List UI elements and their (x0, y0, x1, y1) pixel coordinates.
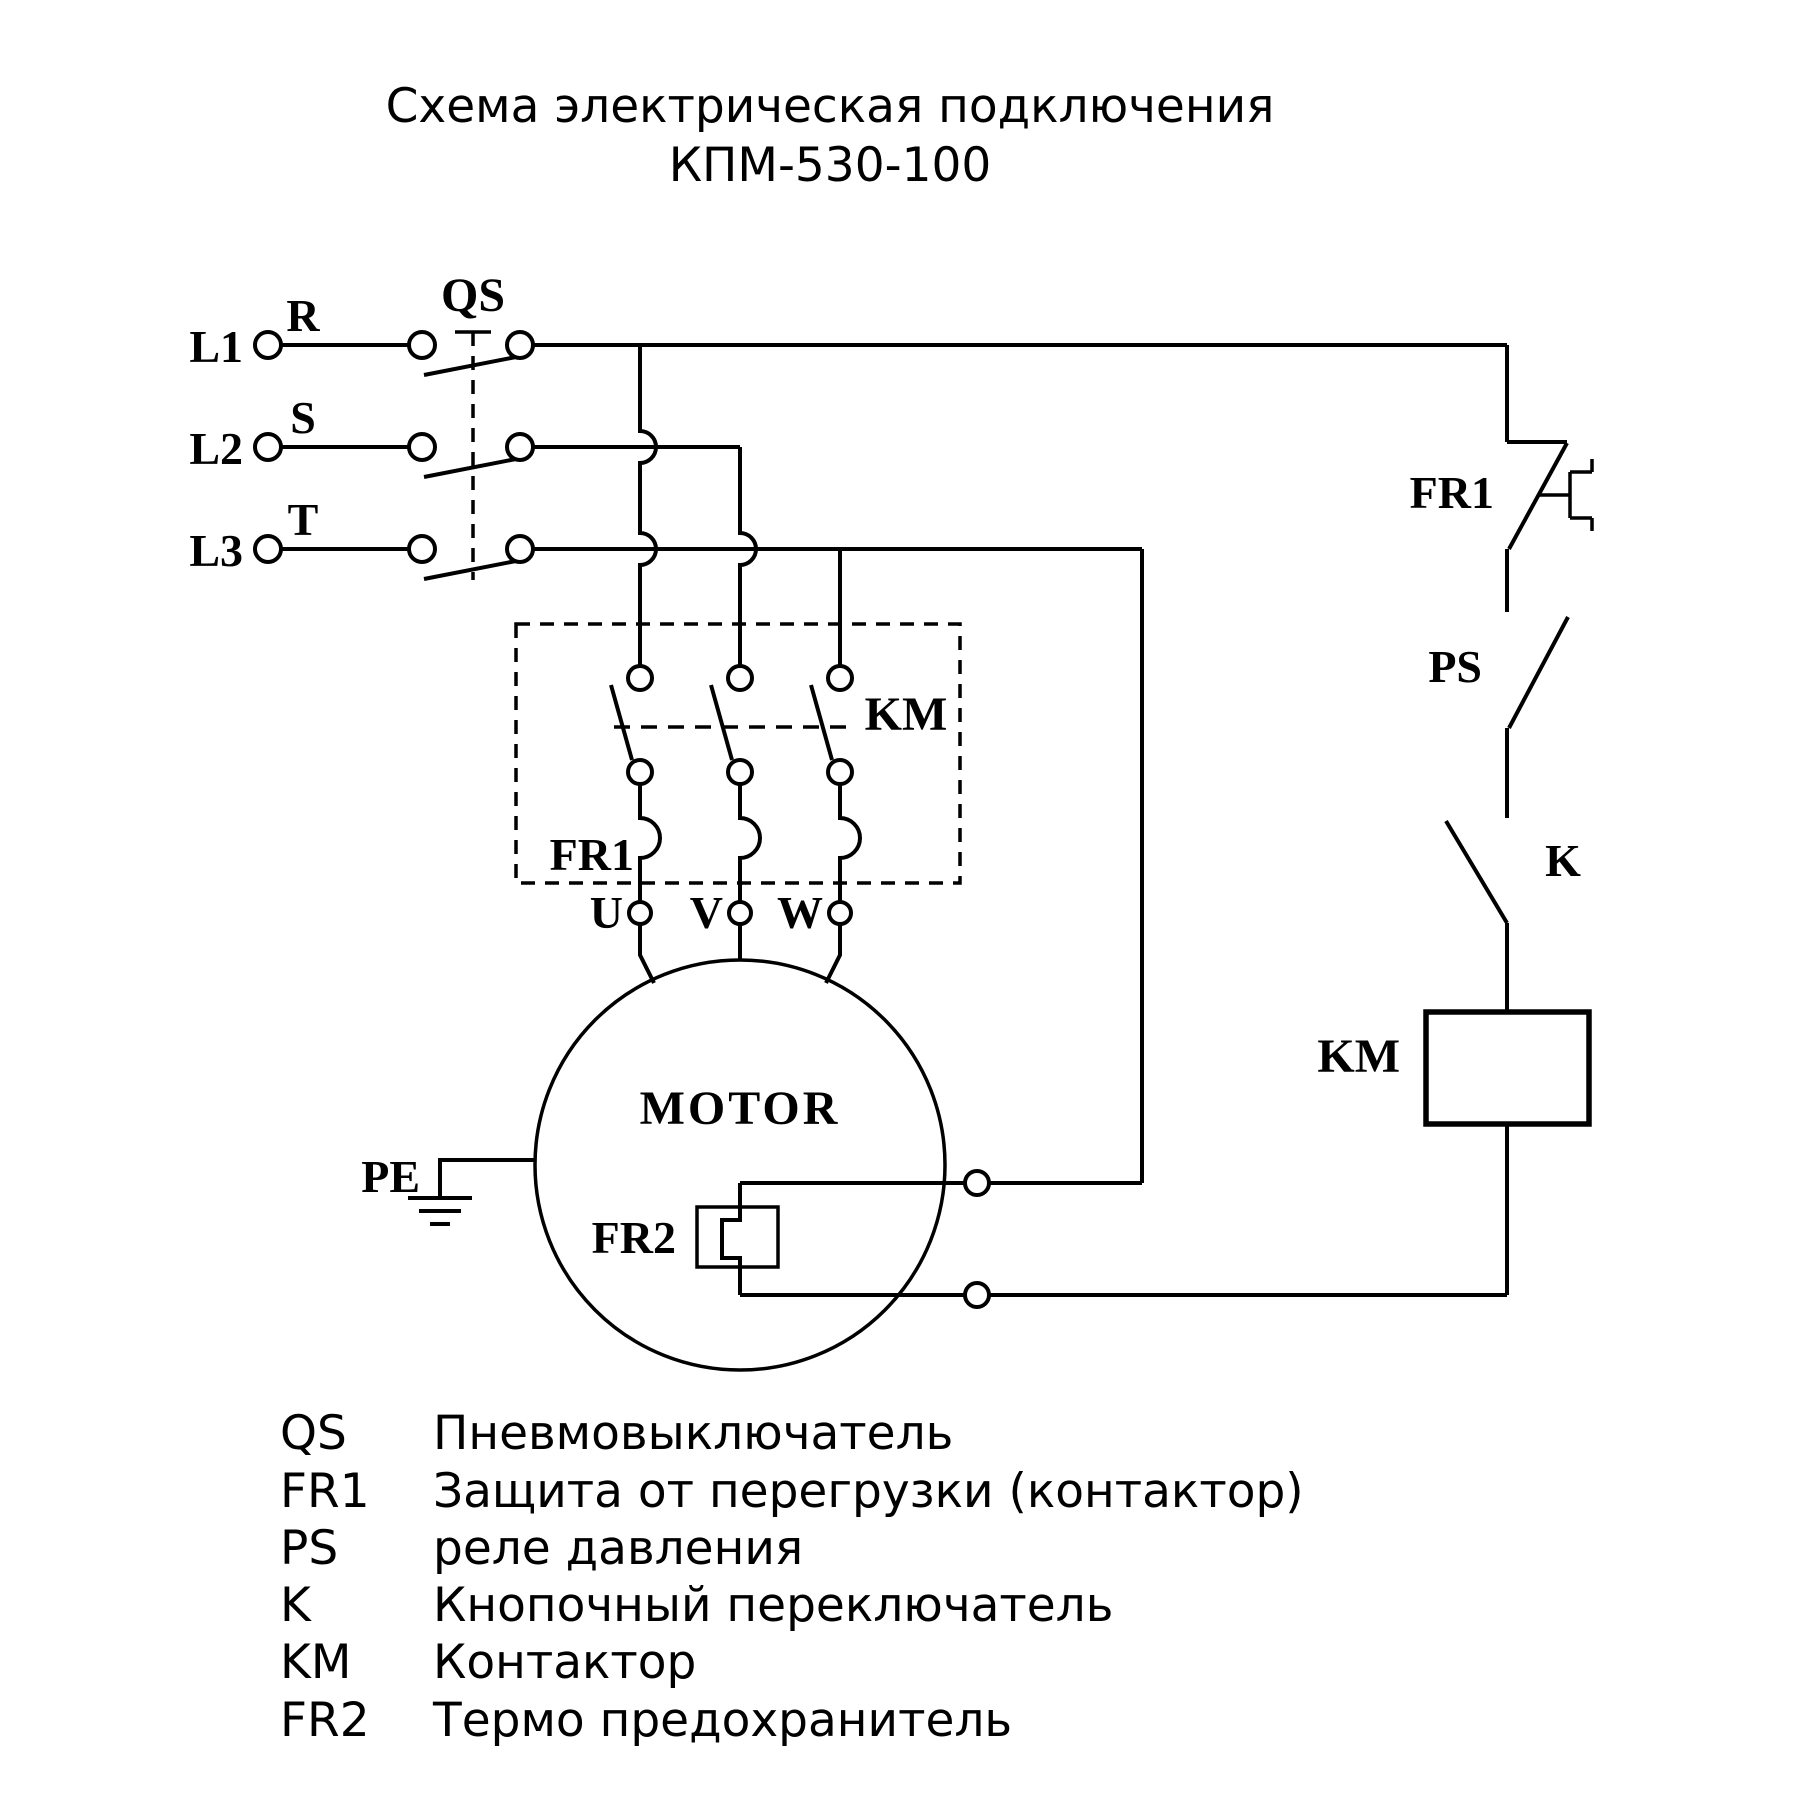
motor-terminal-circle-v (729, 902, 751, 924)
fr2-terminal-circle-lower (965, 1283, 989, 1307)
drop-wire-phase1 (640, 345, 656, 666)
km-contact2-lower-circle (728, 760, 752, 784)
ps-label: PS (1428, 641, 1482, 692)
motor-terminal-label-w: W (777, 887, 823, 938)
legend-description: Пневмовыключатель (433, 1406, 954, 1461)
phase-label-t: T (287, 494, 319, 545)
km-contact2-blade (711, 685, 732, 760)
pe-label: PE (361, 1151, 420, 1202)
legend-row (280, 1578, 1113, 1633)
wire-w-to-motor (826, 924, 840, 983)
legend-description: Защита от перегрузки (контактор) (433, 1464, 1304, 1519)
k-label: K (1545, 835, 1581, 886)
fr1-trip-bracket-icon (1539, 459, 1592, 531)
fr2-terminal-circle-upper (965, 1171, 989, 1195)
drop-wire-phase2 (740, 447, 756, 666)
control-circuit (740, 345, 1592, 1307)
supply-section (189, 269, 1507, 580)
switch-pole3-right-circle (507, 536, 533, 562)
diagram-model: КПМ-530-100 (668, 138, 992, 193)
legend-key: FR2 (280, 1693, 370, 1748)
terminal-label-l3: L3 (189, 525, 243, 576)
switch-pole1-right-circle (507, 332, 533, 358)
legend-row (280, 1635, 696, 1690)
motor-terminal-circle-u (629, 902, 651, 924)
ps-contact-blade (1509, 617, 1568, 728)
legend-key: PS (280, 1521, 339, 1576)
legend-description: Термо предохранитель (433, 1693, 1013, 1748)
motor-label: MOTOR (639, 1082, 841, 1135)
legend-row (280, 1521, 803, 1576)
terminal-circle-l3 (255, 536, 281, 562)
pe-wire (440, 1160, 535, 1198)
wire-u-to-motor (640, 924, 654, 983)
phase-drop-wires (640, 345, 840, 666)
legend (280, 1406, 1304, 1748)
fr2-label: FR2 (591, 1212, 676, 1263)
terminal-circle-l1 (255, 332, 281, 358)
legend-row (280, 1693, 1012, 1748)
legend-row (280, 1464, 1304, 1519)
km-coil-label: KM (1317, 1030, 1400, 1083)
motor-terminal-row (590, 887, 851, 983)
legend-description: Контактор (433, 1635, 697, 1690)
km-coil-box (1426, 1012, 1589, 1124)
breaker-label-qs: QS (440, 269, 506, 322)
km-contact1-blade (611, 685, 632, 760)
fr2-fuse-element (722, 1183, 740, 1295)
phase-label-r: R (286, 290, 320, 341)
km-contact2-upper-circle (728, 666, 752, 690)
legend-key: K (280, 1578, 311, 1633)
terminal-label-l1: L1 (189, 321, 243, 372)
km-contact3-blade (811, 685, 832, 760)
legend-description: Кнопочный переключатель (433, 1578, 1114, 1633)
motor-circle (535, 960, 945, 1370)
k-contact-blade (1446, 821, 1507, 923)
switch-pole2-right-circle (507, 434, 533, 460)
contactor-label-km: KM (864, 688, 948, 741)
legend-key: KM (280, 1635, 352, 1690)
phase-label-s: S (290, 392, 316, 443)
contactor-overload-box (516, 624, 960, 902)
terminal-label-l2: L2 (189, 423, 243, 474)
motor-terminal-circle-w (829, 902, 851, 924)
km-contact1-lower-circle (628, 760, 652, 784)
motor-terminal-label-u: U (589, 887, 623, 938)
legend-key: QS (280, 1406, 347, 1461)
switch-pole2-left-circle (409, 434, 435, 460)
motor-terminal-label-v: V (689, 887, 723, 938)
motor-assembly (361, 960, 945, 1370)
km-contact3-upper-circle (828, 666, 852, 690)
terminal-circle-l2 (255, 434, 281, 460)
switch-pole3-left-circle (409, 536, 435, 562)
diagram-title: Схема электрическая подключения (385, 79, 1275, 134)
legend-key: FR1 (280, 1464, 370, 1519)
switch-pole1-left-circle (409, 332, 435, 358)
fr1-contact-label: FR1 (1409, 467, 1494, 518)
km-contact3-lower-circle (828, 760, 852, 784)
km-contact1-upper-circle (628, 666, 652, 690)
legend-row (280, 1406, 953, 1461)
overload-label-fr1: FR1 (549, 829, 634, 880)
legend-description: реле давления (433, 1521, 804, 1576)
